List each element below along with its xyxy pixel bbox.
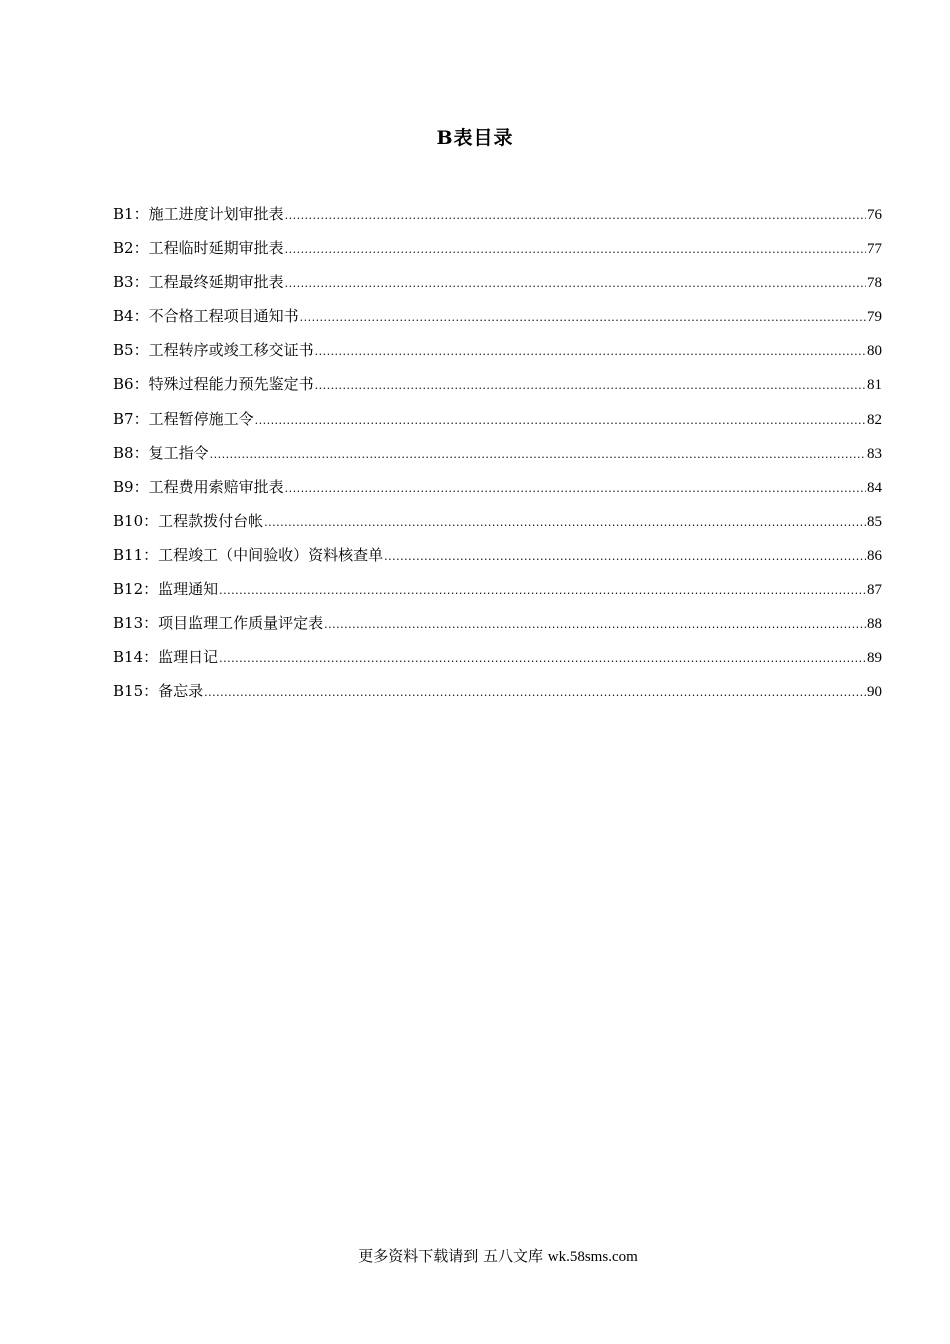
toc-entry-label: B6：特殊过程能力预先鉴定书	[113, 375, 314, 394]
dot-leader	[285, 204, 866, 228]
toc-entry-page: 89	[867, 650, 882, 667]
toc-entry-page: 81	[867, 377, 882, 394]
toc-entry[interactable]	[113, 611, 882, 645]
toc-entry[interactable]	[113, 509, 882, 543]
dot-leader	[300, 306, 866, 330]
dot-leader	[219, 647, 866, 671]
toc-entry-page: 80	[867, 343, 882, 360]
dot-leader	[384, 545, 866, 569]
toc-entry-label: B15：备忘录	[113, 682, 204, 701]
toc-entry-page: 79	[867, 309, 882, 326]
toc-entry-label: B7：工程暂停施工令	[113, 409, 254, 428]
toc-entry-page: 78	[867, 275, 882, 292]
toc-entry-page: 84	[867, 479, 882, 496]
dot-leader	[210, 443, 866, 467]
toc-entry-label: B11：工程竣工（中间验收）资料核查单	[113, 545, 384, 564]
toc-entry-label: B2：工程临时延期审批表	[113, 239, 284, 258]
toc-entry-label: B10：工程款拨付台帐	[113, 511, 264, 530]
toc-entry-label: B14：监理日记	[113, 648, 219, 667]
toc-entry-page: 82	[867, 411, 882, 428]
toc-entry-page: 77	[867, 241, 882, 258]
toc-entry[interactable]	[113, 577, 882, 611]
toc-entry-label: B4：不合格工程项目通知书	[113, 307, 299, 326]
dot-leader	[204, 681, 866, 705]
toc-entry-page: 88	[867, 616, 882, 633]
toc-entry-page: 85	[867, 513, 882, 530]
toc-entry[interactable]	[113, 475, 882, 509]
dot-leader	[285, 477, 866, 501]
toc-entry-label: B9：工程费用索赔审批表	[113, 477, 284, 496]
toc-entry-label: B13：项目监理工作质量评定表	[113, 614, 324, 633]
footer-link[interactable]: wk.58sms.com	[547, 1249, 638, 1265]
toc-entry[interactable]	[113, 407, 882, 441]
toc-entry[interactable]	[113, 441, 882, 475]
dot-leader	[255, 409, 866, 433]
toc-entry-label: B3：工程最终延期审批表	[113, 273, 284, 292]
dot-leader	[264, 511, 866, 535]
toc-entry[interactable]	[113, 679, 882, 713]
toc-entry-page: 83	[867, 445, 882, 462]
dot-leader	[315, 374, 866, 398]
toc-entry[interactable]	[113, 236, 882, 270]
toc-entry[interactable]	[113, 202, 882, 236]
toc-entry[interactable]	[113, 338, 882, 372]
dot-leader	[324, 613, 866, 637]
toc-entry[interactable]	[113, 372, 882, 406]
dot-leader	[219, 579, 866, 603]
toc-entry-label: B12：监理通知	[113, 580, 219, 599]
toc-entry-page: 86	[867, 547, 882, 564]
toc-entry[interactable]	[113, 270, 882, 304]
toc-entry-page: 90	[867, 684, 882, 701]
dot-leader	[285, 272, 866, 296]
toc-entry-label: B5：工程转序或竣工移交证书	[113, 341, 314, 360]
toc-entry[interactable]	[113, 304, 882, 338]
toc-entry[interactable]	[113, 645, 882, 679]
toc-entry-page: 87	[867, 582, 882, 599]
toc-entry-label: B1：施工进度计划审批表	[113, 205, 284, 223]
page-title: B表目录	[436, 127, 514, 149]
footer-text: 更多资料下载请到 五八文库	[358, 1247, 548, 1265]
toc-entry[interactable]	[113, 543, 882, 577]
toc-entry-page: 76	[867, 207, 882, 223]
toc-entry-label: B8：复工指令	[113, 443, 209, 462]
footer	[0, 1245, 950, 1266]
table-of-contents	[113, 202, 882, 713]
dot-leader	[285, 238, 866, 262]
dot-leader	[315, 340, 866, 364]
